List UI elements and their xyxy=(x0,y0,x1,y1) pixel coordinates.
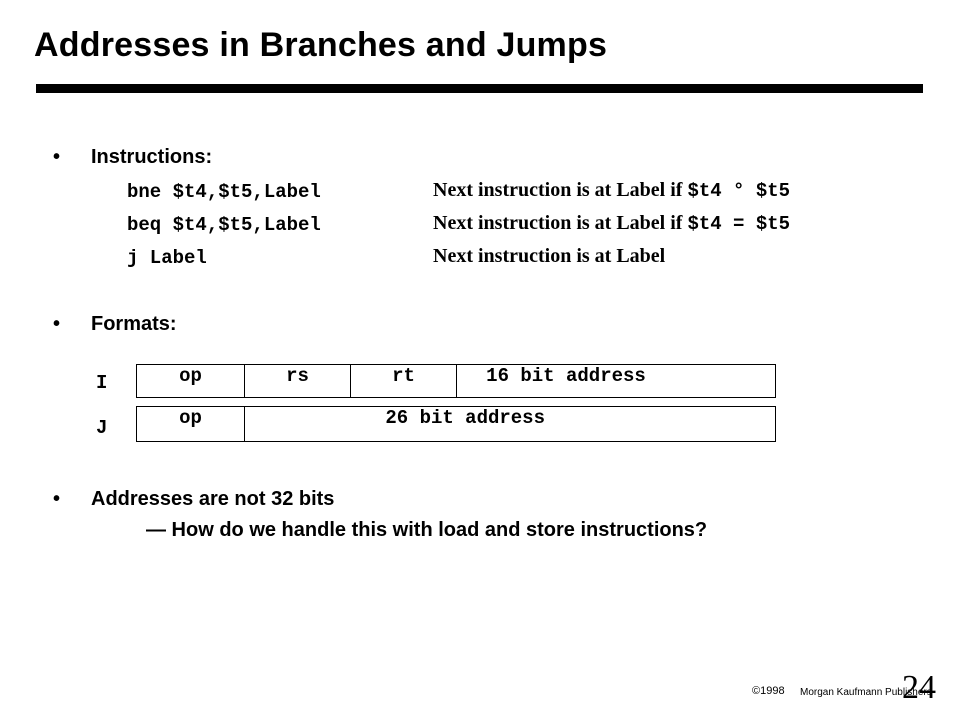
instruction-condition: $t4 ° $t5 xyxy=(687,180,791,202)
instruction-code: j Label xyxy=(127,247,207,269)
slide-title: Addresses in Branches and Jumps xyxy=(34,26,608,64)
copyright-notice: ©1998 xyxy=(752,685,785,697)
field-op: op xyxy=(137,407,245,441)
bullet-dot: • xyxy=(53,488,61,510)
field-rs: rs xyxy=(245,365,351,397)
instruction-condition: $t4 = $t5 xyxy=(687,213,791,235)
instruction-description xyxy=(433,212,790,235)
bullet-dot: • xyxy=(53,313,61,335)
field-16-bit-address: 16 bit address xyxy=(486,365,646,387)
page-number: 24 xyxy=(902,669,936,706)
instruction-code: bne $t4,$t5,Label xyxy=(127,181,321,203)
format-j-box xyxy=(136,406,776,442)
publisher-name: Morgan Kaufmann Publishers xyxy=(800,687,932,698)
instruction-description-text: Next instruction is at Label if xyxy=(433,179,688,201)
format-i-label: I xyxy=(96,372,108,394)
instruction-description-text: Next instruction is at Label if xyxy=(433,212,688,234)
field-rt: rt xyxy=(351,365,457,397)
format-i-box xyxy=(136,364,776,398)
field-op: op xyxy=(137,365,245,397)
instruction-code: beq $t4,$t5,Label xyxy=(127,214,321,236)
format-j-label: J xyxy=(96,417,108,439)
field-26-bit-address: 26 bit address xyxy=(385,407,545,429)
bullet-dot: • xyxy=(53,146,61,168)
instructions-label: Instructions: xyxy=(91,146,213,168)
title-divider xyxy=(36,84,923,93)
instruction-description-text: Next instruction is at Label xyxy=(433,245,666,267)
instruction-description xyxy=(433,179,790,202)
addresses-subpoint: — How do we handle this with load and store instructions? xyxy=(146,519,708,541)
addresses-label: Addresses are not 32 bits xyxy=(91,488,335,510)
formats-label: Formats: xyxy=(91,313,177,335)
instruction-description xyxy=(433,245,665,268)
